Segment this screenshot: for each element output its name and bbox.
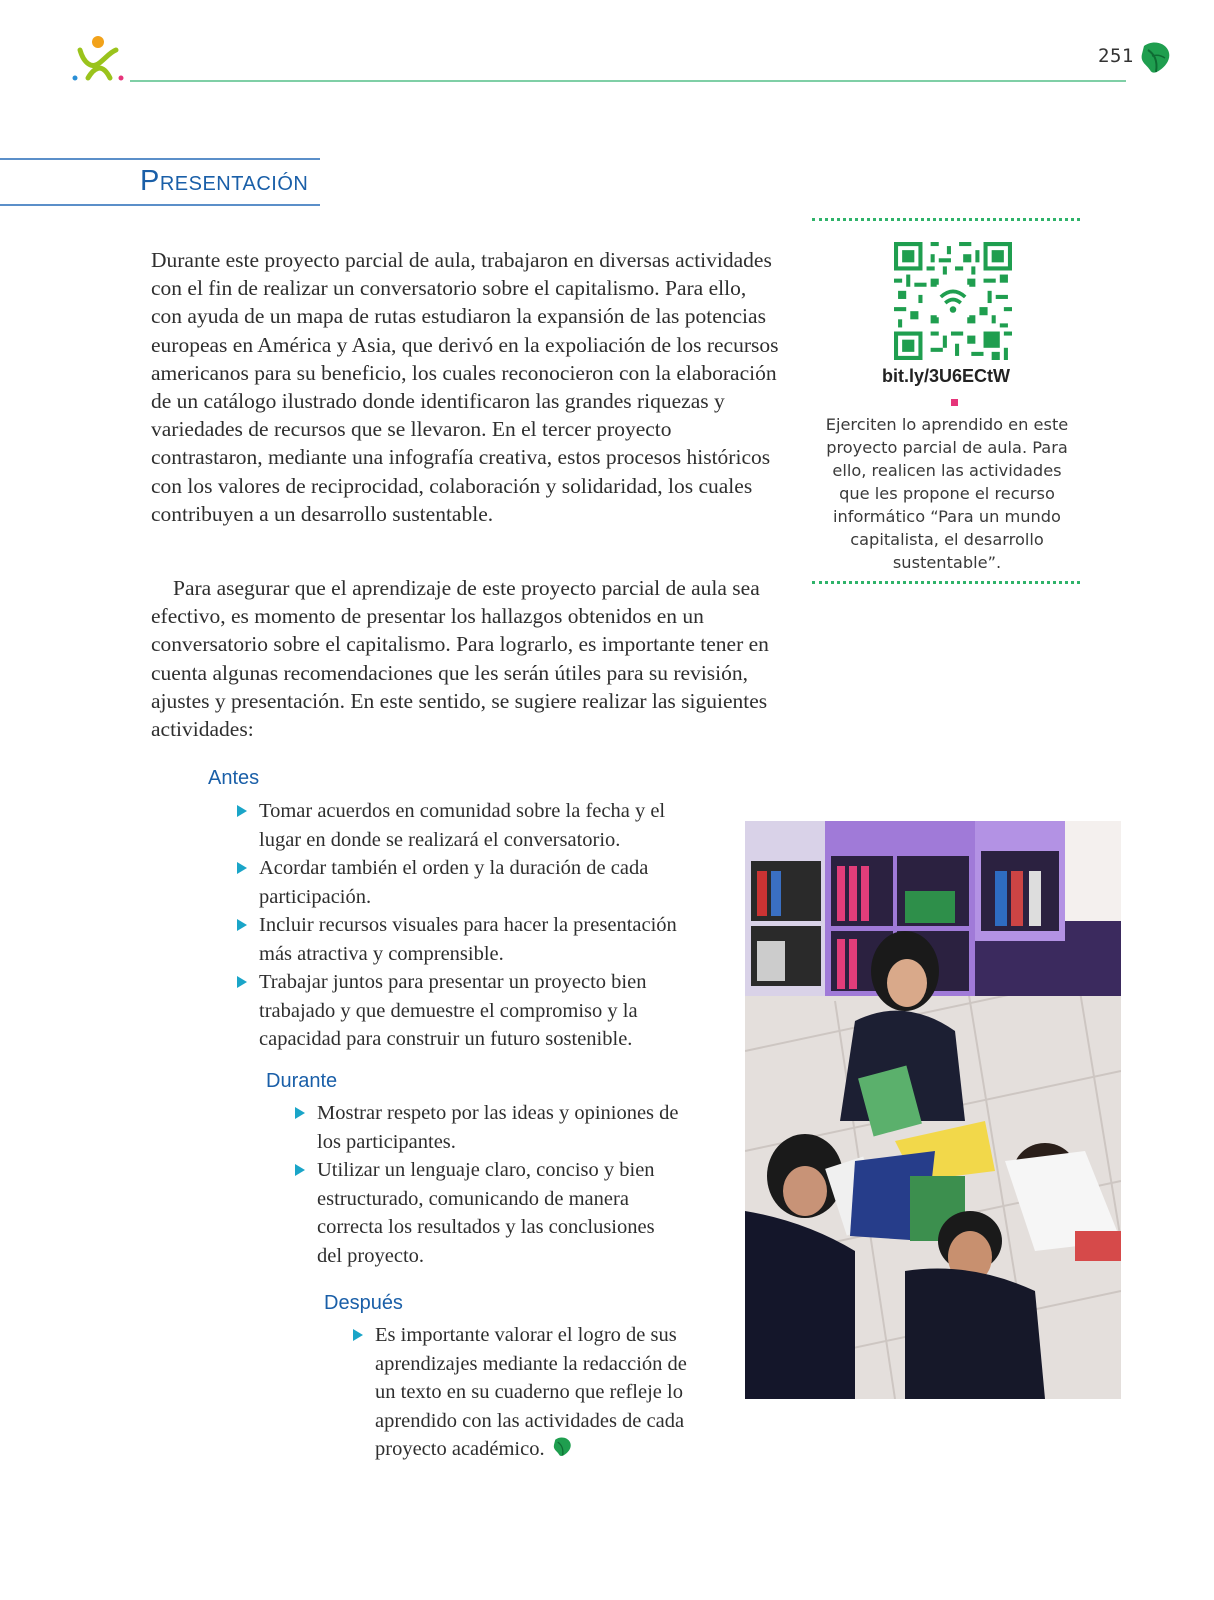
durante-heading: Durante (266, 1070, 338, 1092)
list-item (293, 1099, 683, 1156)
despues-heading: Después (324, 1292, 403, 1314)
qr-code-icon[interactable] (894, 242, 1012, 360)
qr-link[interactable]: bit.ly/3U6ECtW (881, 366, 1010, 386)
instructions-paragraph: Para asegurar que el aprendizaje de este proyecto parcial de aula sea efectivo, es momento de presentar los hallazgos obtenidos en un conversatorio sobre el capitalismo. Para lograrlo, es importante tener en cuenta algunas recomendaciones que les serán útiles para su revisión, ajustes y presentación. En este sentido, se sugiere realizar las siguientes actividades: (151, 576, 769, 742)
qr-note: Ejerciten lo aprendido en este proyecto parcial de aula. Para ello, realicen las actividades que les propone el recurso informático “Para un mundo capitalista, el desarrollo sustentable”. (825, 415, 1069, 572)
qr-box-top-border (812, 218, 1080, 221)
leaf-icon (1138, 40, 1172, 76)
antes-list (235, 797, 695, 1054)
leaf-icon (551, 1436, 573, 1458)
header-rule (130, 80, 1126, 82)
list-item-text: Trabajar juntos para presentar un proyecto bien trabajado y que demuestre el compromiso y la capacidad para construir un futuro sostenible. (259, 971, 647, 1050)
intro-paragraph: Durante este proyecto parcial de aula, trabajaron en diversas actividades con el fin de realizar un conversatorio sobre el capitalismo. Para ello, con ayuda de un mapa de rutas estudiaron la expansión de las potencias europeas en América y Asia, que derivó en la expoliación de los recursos americanos para su beneficio, los cuales reconocieron con la elaboración de un catálogo ilustrado donde identificaron las grandes riquezas y variedades de recursos que se llevaron. En el tercer proyecto contrastaron, mediante una infografía creativa, estos procesos históricos con los valores de reciprocidad, colaboración y solidaridad, los cuales contribuyen a un desarrollo sustentable. (151, 248, 779, 526)
list-item (235, 854, 695, 911)
section-title: Presentación (140, 165, 309, 197)
triangle-bullet-icon (295, 1107, 305, 1119)
triangle-bullet-icon (353, 1329, 363, 1341)
students-photo (745, 821, 1121, 1399)
title-rule-bottom (0, 204, 320, 206)
list-item-text: Tomar acuerdos en comunidad sobre la fecha y el lugar en donde se realizará el conversatorio. (259, 800, 666, 851)
triangle-bullet-icon (237, 976, 247, 988)
list-item (293, 1156, 683, 1270)
title-rule-top (0, 158, 320, 160)
list-item (235, 797, 695, 854)
durante-list (293, 1099, 683, 1270)
triangle-bullet-icon (295, 1164, 305, 1176)
despues-list (351, 1321, 711, 1464)
list-item-text: Utilizar un lenguaje claro, conciso y bien estructurado, comunicando de manera correcta los resultados y las conclusiones del proyecto. (317, 1159, 655, 1267)
list-item (351, 1321, 711, 1464)
list-item (235, 968, 695, 1054)
logo-icon (70, 34, 126, 84)
triangle-bullet-icon (237, 805, 247, 817)
antes-heading: Antes (208, 767, 260, 789)
list-item (235, 911, 695, 968)
list-item-text: Acordar también el orden y la duración de cada participación. (259, 857, 649, 908)
triangle-bullet-icon (237, 919, 247, 931)
list-item-text: Mostrar respeto por las ideas y opiniones de los participantes. (317, 1102, 679, 1153)
list-item-text: Incluir recursos visuales para hacer la presentación más atractiva y comprensible. (259, 914, 677, 965)
triangle-bullet-icon (237, 862, 247, 874)
list-item-text: Es importante valorar el logro de sus aprendizajes mediante la redacción de un texto en su cuaderno que refleje lo aprendido con las actividades de cada proyecto académico. (375, 1324, 687, 1460)
qr-box-bottom-border (812, 581, 1080, 584)
pink-square-marker (951, 399, 958, 406)
page-number: 251 (1098, 45, 1134, 67)
